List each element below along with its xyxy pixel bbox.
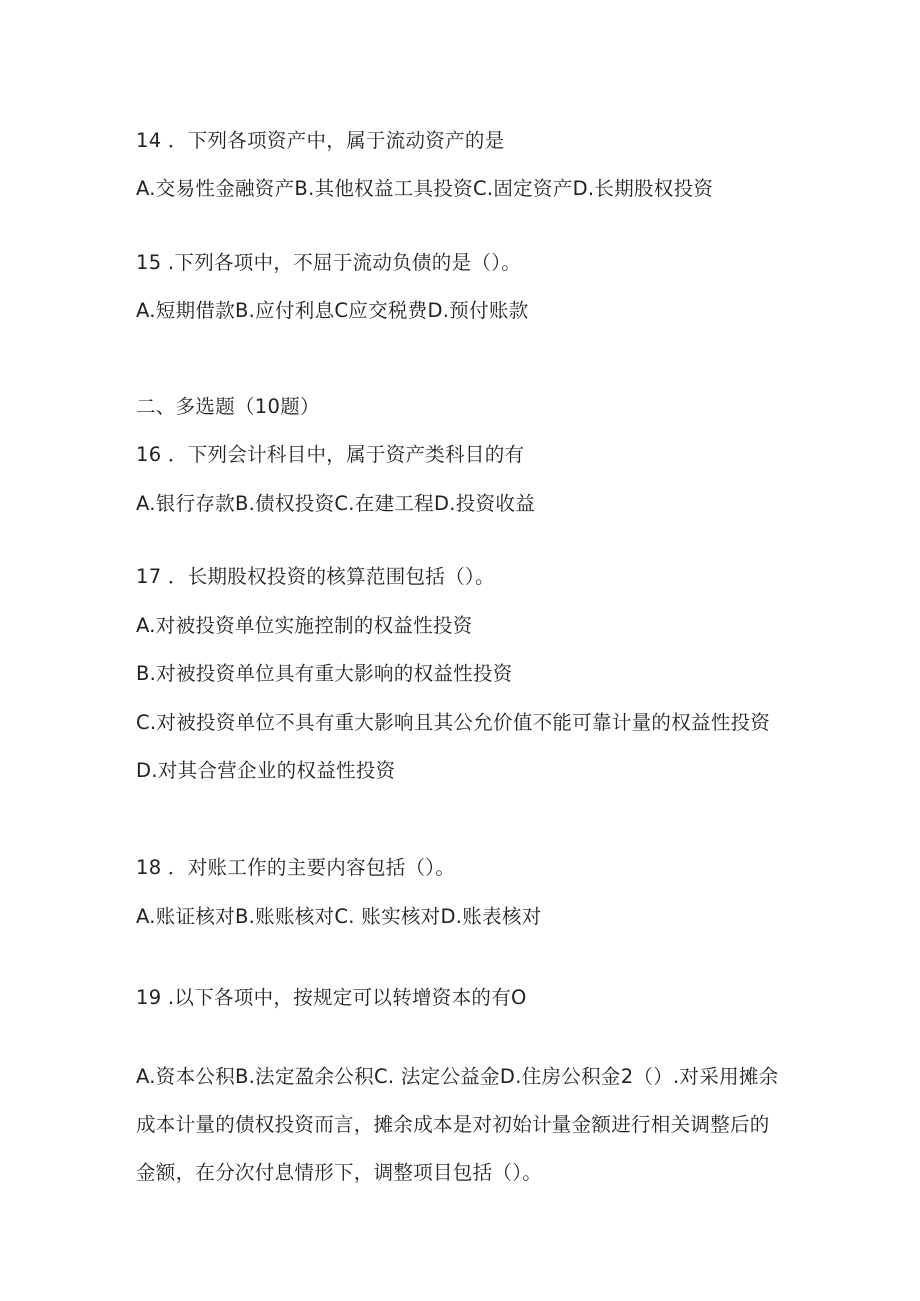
question-19-options: A.资本公积B.法定盈余公积C. 法定公益金D.住房公积金2（）.对采用摊余 <box>136 1065 779 1088</box>
question-18: 18 ．对账工作的主要内容包括（）。 <box>136 856 456 879</box>
question-14: 14 ．下列各项资产中，属于流动资产的是 <box>136 129 505 152</box>
question-18-options: A.账证核对B.账账核对C. 账实核对D.账表核对 <box>136 905 542 928</box>
question-17-option-c: C.对被投资单位不具有重大影响且其公允价值不能可靠计量的权益性投资 <box>136 711 771 734</box>
question-16-options: A.银行存款B.债权投资C.在建工程D.投资收益 <box>136 492 535 515</box>
question-20-text-line-2: 成本计量的债权投资而言，摊余成本是对初始计量金额进行相关调整后的 <box>136 1113 770 1136</box>
question-17-option-d: D.对其合营企业的权益性投资 <box>136 759 396 782</box>
question-17-option-b: B.对被投资单位具有重大影响的权益性投资 <box>136 662 513 685</box>
question-17: 17 ．长期股权投资的核算范围包括（）。 <box>136 565 495 588</box>
question-15-options: A.短期借款B.应付利息C应交税费D.预付账款 <box>136 299 529 322</box>
question-16: 16 ．下列会计科目中，属于资产类科目的有 <box>136 443 525 466</box>
question-17-option-a: A.对被投资单位实施控制的权益性投资 <box>136 614 473 637</box>
question-14-options: A.交易性金融资产B.其他权益工具投资C.固定资产D.长期股权投资 <box>136 177 714 200</box>
question-15: 15 .下列各项中，不屈于流动负债的是（）。 <box>136 251 522 274</box>
question-19: 19 .以下各项中，按规定可以转增资本的有O <box>136 986 527 1009</box>
question-20-text-line-3: 金额，在分次付息情形下，调整项目包括（）。 <box>136 1161 543 1184</box>
section-heading: 二、多选题（10题） <box>136 395 320 418</box>
